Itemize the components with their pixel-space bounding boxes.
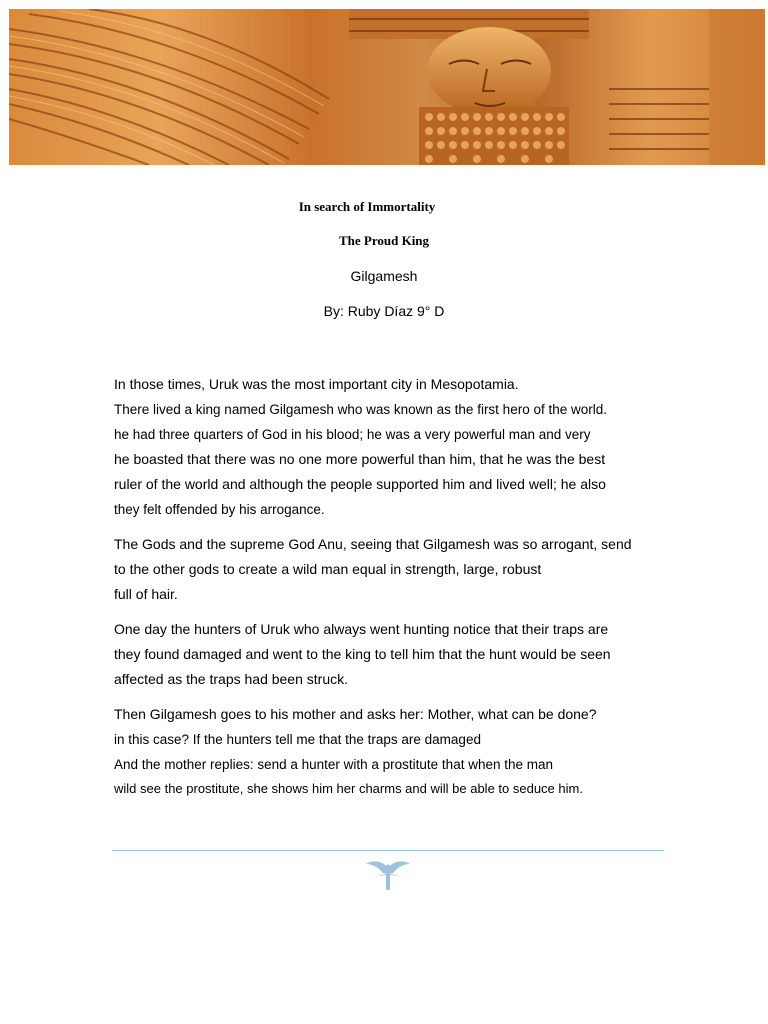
paragraph-4 (114, 702, 694, 800)
text-line: And the mother replies: send a hunter with a prostitute that when the man (114, 757, 554, 772)
text-line: they found damaged and went to the king to tell him that the hunt would be seen (114, 646, 611, 662)
banner-image (9, 9, 765, 165)
text-line: There lived a king named Gilgamesh who was known as the first hero of the world. (114, 402, 607, 417)
text-line: he had three quarters of God in his blood; he was a very powerful man and very (114, 427, 591, 442)
assyrian-relief-illustration (9, 9, 765, 165)
text-line: to the other gods to create a wild man equal in strength, large, robust (114, 561, 542, 577)
footer-divider (112, 850, 664, 851)
text-line: he boasted that there was no one more powerful than him, that he was the best (114, 451, 606, 467)
text-line: ruler of the world and although the people supported him and lived well; he also (114, 476, 606, 492)
text-line: in this case? If the hunters tell me that the traps are damaged (114, 732, 481, 747)
story-body (114, 372, 694, 800)
text-line: full of hair. (114, 586, 178, 602)
document-subtitle: The Proud King (338, 233, 430, 248)
paragraph-2 (114, 532, 694, 607)
text-line: wild see the prostitute, she shows him her charms and will be able to seduce him. (114, 781, 583, 796)
document-name: Gilgamesh (350, 268, 418, 284)
paragraph-1 (114, 372, 694, 522)
text-line: The Gods and the supreme God Anu, seeing that Gilgamesh was so arrogant, send (114, 536, 632, 552)
text-line: affected as the traps had been struck. (114, 671, 349, 687)
text-line: One day the hunters of Uruk who always went hunting notice that their traps are (114, 621, 609, 637)
text-line: they felt offended by his arrogance. (114, 502, 325, 517)
text-line: Then Gilgamesh goes to his mother and asks her: Mother, what can be done? (114, 706, 597, 722)
fleuron-ornament-icon (364, 858, 412, 897)
document-author: By: Ruby Díaz 9° D (323, 303, 445, 319)
document-title: In search of Immortality (298, 199, 436, 214)
text-line: In those times, Uruk was the most important city in Mesopotamia. (114, 376, 519, 392)
paragraph-3 (114, 617, 694, 692)
